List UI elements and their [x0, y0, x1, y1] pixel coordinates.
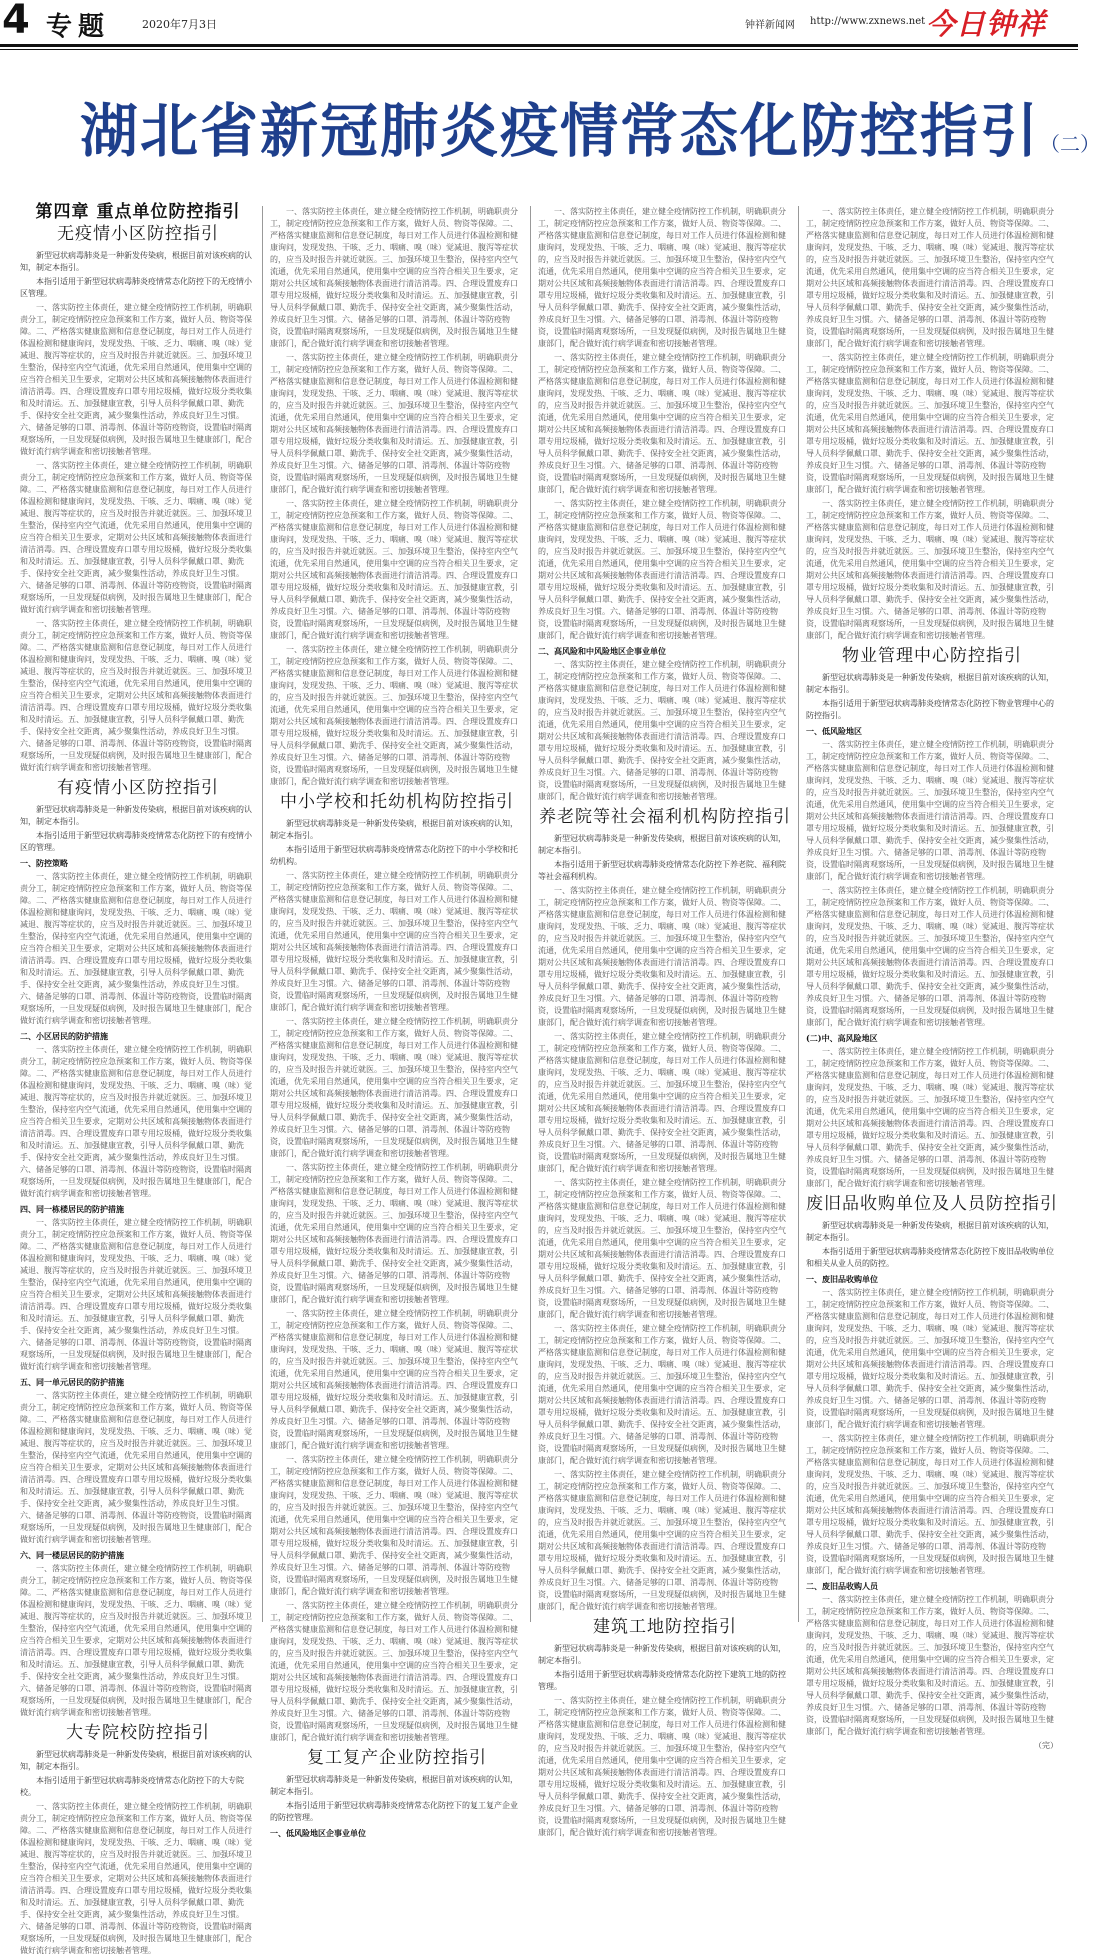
intro-paragraph: 新型冠状病毒肺炎是一种新发传染病，根据目前对该疾病的认知，制定本指引。 — [20, 805, 252, 826]
body-paragraph: 一、落实防控主体责任，建立健全疫情防控工作机制，明确职责分工，制定疫情防控应急预案和工作方案，做好人员、物资等保障。二、严格落实健康监测和信息登记制度，每日对工作人员进行体温检测和健康询问，发现发热、干咳、乏力、咽痛、嗅（味）觉减退、腹泻等症状的，应当及时报告并就近就医。三、加强环境卫生整治，保持室内空气流通，优先采用自然通风，使用集中空调的应当符合相关卫生要求，定期对公共区域和高频接触物体表面进行清洁消毒。四、合理设置废弃口罩专用垃圾桶，做好垃圾分类收集和及时清运。五、加强健康宣教，引导人员科学佩戴口罩、勤洗手、保持安全社交距离，减少聚集性活动，养成良好卫生习惯。六、储备足够的口罩、消毒剂、体温计等防疫物资，设置临时隔离观察场所，一旦发现疑似病例，及时报告属地卫生健康部门，配合做好流行病学调查和密切接触者管理。 — [538, 207, 786, 348]
body-paragraph: 一、落实防控主体责任，建立健全疫情防控工作机制，明确职责分工，制定疫情防控应急预案和工作方案，做好人员、物资等保障。二、严格落实健康监测和信息登记制度，每日对工作人员进行体温检测和健康询问，发现发热、干咳、乏力、咽痛、嗅（味）觉减退、腹泻等症状的，应当及时报告并就近就医。三、加强环境卫生整治，保持室内空气流通，优先采用自然通风，使用集中空调的应当符合相关卫生要求，定期对公共区域和高频接触物体表面进行清洁消毒。四、合理设置废弃口罩专用垃圾桶，做好垃圾分类收集和及时清运。五、加强健康宣教，引导人员科学佩戴口罩、勤洗手、保持安全社交距离，减少聚集性活动，养成良好卫生习惯。六、储备足够的口罩、消毒剂、体温计等防疫物资，设置临时隔离观察场所，一旦发现疑似病例，及时报告属地卫生健康部门，配合做好流行病学调查和密切接触者管理。 — [20, 619, 252, 772]
main-title-text: 湖北省新冠肺炎疫情常态化防控指引 — [80, 97, 1041, 165]
intro-paragraph: 新型冠状病毒肺炎是一种新发传染病，根据目前对该疾病的认知，制定本指引。 — [270, 1775, 518, 1796]
scope-paragraph: 本指引适用于新型冠状病毒肺炎疫情常态化防控下的中小学校和托幼机构。 — [270, 845, 518, 866]
title-suffix: （二） — [1040, 132, 1100, 156]
header-rule-thin — [0, 49, 1078, 50]
subheading: 一、废旧品收购单位 — [806, 1274, 878, 1284]
body-paragraph: 一、落实防控主体责任，建立健全疫情防控工作机制，明确职责分工，制定疫情防控应急预案和工作方案，做好人员、物资等保障。二、严格落实健康监测和信息登记制度，每日对工作人员进行体温检测和健康询问，发现发热、干咳、乏力、咽痛、嗅（味）觉减退、腹泻等症状的，应当及时报告并就近就医。三、加强环境卫生整治，保持室内空气流通，优先采用自然通风，使用集中空调的应当符合相关卫生要求，定期对公共区域和高频接触物体表面进行清洁消毒。四、合理设置废弃口罩专用垃圾桶，做好垃圾分类收集和及时清运。五、加强健康宣教，引导人员科学佩戴口罩、勤洗手、保持安全社交距离，减少聚集性活动，养成良好卫生习惯。六、储备足够的口罩、消毒剂、体温计等防疫物资，设置临时隔离观察场所，一旦发现疑似病例，及时报告属地卫生健康部门，配合做好流行病学调查和密切接触者管理。 — [20, 303, 252, 456]
subheading: 一、低风险地区 — [806, 726, 862, 736]
body-paragraph: 一、落实防控主体责任，建立健全疫情防控工作机制，明确职责分工，制定疫情防控应急预案和工作方案，做好人员、物资等保障。二、严格落实健康监测和信息登记制度，每日对工作人员进行体温检测和健康询问，发现发热、干咳、乏力、咽痛、嗅（味）觉减退、腹泻等症状的，应当及时报告并就近就医。三、加强环境卫生整治，保持室内空气流通，优先采用自然通风，使用集中空调的应当符合相关卫生要求，定期对公共区域和高频接触物体表面进行清洁消毒。四、合理设置废弃口罩专用垃圾桶，做好垃圾分类收集和及时清运。五、加强健康宣教，引导人员科学佩戴口罩、勤洗手、保持安全社交距离，减少聚集性活动，养成良好卫生习惯。六、储备足够的口罩、消毒剂、体温计等防疫物资，设置临时隔离观察场所，一旦发现疑似病例，及时报告属地卫生健康部门，配合做好流行病学调查和密切接触者管理。 — [806, 740, 1054, 881]
body-paragraph: 一、落实防控主体责任，建立健全疫情防控工作机制，明确职责分工，制定疫情防控应急预案和工作方案，做好人员、物资等保障。二、严格落实健康监测和信息登记制度，每日对工作人员进行体温检测和健康询问，发现发热、干咳、乏力、咽痛、嗅（味）觉减退、腹泻等症状的，应当及时报告并就近就医。三、加强环境卫生整治，保持室内空气流通，优先采用自然通风，使用集中空调的应当符合相关卫生要求，定期对公共区域和高频接触物体表面进行清洁消毒。四、合理设置废弃口罩专用垃圾桶，做好垃圾分类收集和及时清运。五、加强健康宣教，引导人员科学佩戴口罩、勤洗手、保持安全社交距离，减少聚集性活动，养成良好卫生习惯。六、储备足够的口罩、消毒剂、体温计等防疫物资，设置临时隔离观察场所，一旦发现疑似病例，及时报告属地卫生健康部门，配合做好流行病学调查和密切接触者管理。 — [806, 499, 1054, 640]
section-name: 专题 — [46, 12, 111, 42]
body-paragraph: 一、落实防控主体责任，建立健全疫情防控工作机制，明确职责分工，制定疫情防控应急预案和工作方案，做好人员、物资等保障。二、严格落实健康监测和信息登记制度，每日对工作人员进行体温检测和健康询问，发现发热、干咳、乏力、咽痛、嗅（味）觉减退、腹泻等症状的，应当及时报告并就近就医。三、加强环境卫生整治，保持室内空气流通，优先采用自然通风，使用集中空调的应当符合相关卫生要求，定期对公共区域和高频接触物体表面进行清洁消毒。四、合理设置废弃口罩专用垃圾桶，做好垃圾分类收集和及时清运。五、加强健康宣教，引导人员科学佩戴口罩、勤洗手、保持安全社交距离，减少聚集性活动，养成良好卫生习惯。六、储备足够的口罩、消毒剂、体温计等防疫物资，设置临时隔离观察场所，一旦发现疑似病例，及时报告属地卫生健康部门，配合做好流行病学调查和密切接触者管理。 — [270, 1163, 518, 1304]
body-paragraph: 一、落实防控主体责任，建立健全疫情防控工作机制，明确职责分工，制定疫情防控应急预案和工作方案，做好人员、物资等保障。二、严格落实健康监测和信息登记制度，每日对工作人员进行体温检测和健康询问，发现发热、干咳、乏力、咽痛、嗅（味）觉减退、腹泻等症状的，应当及时报告并就近就医。三、加强环境卫生整治，保持室内空气流通，优先采用自然通风，使用集中空调的应当符合相关卫生要求，定期对公共区域和高频接触物体表面进行清洁消毒。四、合理设置废弃口罩专用垃圾桶，做好垃圾分类收集和及时清运。五、加强健康宣教，引导人员科学佩戴口罩、勤洗手、保持安全社交距离，减少聚集性活动，养成良好卫生习惯。六、储备足够的口罩、消毒剂、体温计等防疫物资，设置临时隔离观察场所，一旦发现疑似病例，及时报告属地卫生健康部门，配合做好流行病学调查和密切接触者管理。 — [806, 353, 1054, 494]
intro-paragraph: 新型冠状病毒肺炎是一种新发传染病，根据目前对该疾病的认知，制定本指引。 — [20, 1750, 252, 1771]
body-paragraph: 一、落实防控主体责任，建立健全疫情防控工作机制，明确职责分工，制定疫情防控应急预案和工作方案，做好人员、物资等保障。二、严格落实健康监测和信息登记制度，每日对工作人员进行体温检测和健康询问，发现发热、干咳、乏力、咽痛、嗅（味）觉减退、腹泻等症状的，应当及时报告并就近就医。三、加强环境卫生整治，保持室内空气流通，优先采用自然通风，使用集中空调的应当符合相关卫生要求，定期对公共区域和高频接触物体表面进行清洁消毒。四、合理设置废弃口罩专用垃圾桶，做好垃圾分类收集和及时清运。五、加强健康宣教，引导人员科学佩戴口罩、勤洗手、保持安全社交距离，减少聚集性活动，养成良好卫生习惯。六、储备足够的口罩、消毒剂、体温计等防疫物资，设置临时隔离观察场所，一旦发现疑似病例，及时报告属地卫生健康部门，配合做好流行病学调查和密切接触者管理。 — [20, 1802, 252, 1955]
body-paragraph: 一、落实防控主体责任，建立健全疫情防控工作机制，明确职责分工，制定疫情防控应急预案和工作方案，做好人员、物资等保障。二、严格落实健康监测和信息登记制度，每日对工作人员进行体温检测和健康询问，发现发热、干咳、乏力、咽痛、嗅（味）觉减退、腹泻等症状的，应当及时报告并就近就医。三、加强环境卫生整治，保持室内空气流通，优先采用自然通风，使用集中空调的应当符合相关卫生要求，定期对公共区域和高频接触物体表面进行清洁消毒。四、合理设置废弃口罩专用垃圾桶，做好垃圾分类收集和及时清运。五、加强健康宣教，引导人员科学佩戴口罩、勤洗手、保持安全社交距离，减少聚集性活动，养成良好卫生习惯。六、储备足够的口罩、消毒剂、体温计等防疫物资，设置临时隔离观察场所，一旦发现疑似病例，及时报告属地卫生健康部门，配合做好流行病学调查和密切接触者管理。 — [806, 1288, 1054, 1429]
section-title-property: 物业管理中心防控指引 — [842, 646, 1022, 666]
body-paragraph: 一、落实防控主体责任，建立健全疫情防控工作机制，明确职责分工，制定疫情防控应急预案和工作方案，做好人员、物资等保障。二、严格落实健康监测和信息登记制度，每日对工作人员进行体温检测和健康询问，发现发热、干咳、乏力、咽痛、嗅（味）觉减退、腹泻等症状的，应当及时报告并就近就医。三、加强环境卫生整治，保持室内空气流通，优先采用自然通风，使用集中空调的应当符合相关卫生要求，定期对公共区域和高频接触物体表面进行清洁消毒。四、合理设置废弃口罩专用垃圾桶，做好垃圾分类收集和及时清运。五、加强健康宣教，引导人员科学佩戴口罩、勤洗手、保持安全社交距离，减少聚集性活动，养成良好卫生习惯。六、储备足够的口罩、消毒剂、体温计等防疫物资，设置临时隔离观察场所，一旦发现疑似病例，及时报告属地卫生健康部门，配合做好流行病学调查和密切接触者管理。 — [538, 1696, 786, 1837]
body-paragraph: 一、落实防控主体责任，建立健全疫情防控工作机制，明确职责分工，制定疫情防控应急预案和工作方案，做好人员、物资等保障。二、严格落实健康监测和信息登记制度，每日对工作人员进行体温检测和健康询问，发现发热、干咳、乏力、咽痛、嗅（味）觉减退、腹泻等症状的，应当及时报告并就近就医。三、加强环境卫生整治，保持室内空气流通，优先采用自然通风，使用集中空调的应当符合相关卫生要求，定期对公共区域和高频接触物体表面进行清洁消毒。四、合理设置废弃口罩专用垃圾桶，做好垃圾分类收集和及时清运。五、加强健康宣教，引导人员科学佩戴口罩、勤洗手、保持安全社交距离，减少聚集性活动，养成良好卫生习惯。六、储备足够的口罩、消毒剂、体温计等防疫物资，设置临时隔离观察场所，一旦发现疑似病例，及时报告属地卫生健康部门，配合做好流行病学调查和密切接触者管理。 — [20, 1564, 252, 1717]
scope-paragraph: 本指引适用于新型冠状病毒肺炎疫情常态化防控下养老院、福利院等社会福利机构。 — [538, 860, 786, 881]
column-2 — [270, 206, 524, 1838]
section-title-case-community: 有疫情小区防控指引 — [57, 778, 219, 798]
subheading: 二、高风险和中风险地区企事业单位 — [538, 646, 666, 656]
body-paragraph: 一、落实防控主体责任，建立健全疫情防控工作机制，明确职责分工，制定疫情防控应急预案和工作方案，做好人员、物资等保障。二、严格落实健康监测和信息登记制度，每日对工作人员进行体温检测和健康询问，发现发热、干咳、乏力、咽痛、嗅（味）觉减退、腹泻等症状的，应当及时报告并就近就医。三、加强环境卫生整治，保持室内空气流通，优先采用自然通风，使用集中空调的应当符合相关卫生要求，定期对公共区域和高频接触物体表面进行清洁消毒。四、合理设置废弃口罩专用垃圾桶，做好垃圾分类收集和及时清运。五、加强健康宣教，引导人员科学佩戴口罩、勤洗手、保持安全社交距离，减少聚集性活动，养成良好卫生习惯。六、储备足够的口罩、消毒剂、体温计等防疫物资，设置临时隔离观察场所，一旦发现疑似病例，及时报告属地卫生健康部门，配合做好流行病学调查和密切接触者管理。 — [20, 1045, 252, 1198]
body-paragraph: 一、落实防控主体责任，建立健全疫情防控工作机制，明确职责分工，制定疫情防控应急预案和工作方案，做好人员、物资等保障。二、严格落实健康监测和信息登记制度，每日对工作人员进行体温检测和健康询问，发现发热、干咳、乏力、咽痛、嗅（味）觉减退、腹泻等症状的，应当及时报告并就近就医。三、加强环境卫生整治，保持室内空气流通，优先采用自然通风，使用集中空调的应当符合相关卫生要求，定期对公共区域和高频接触物体表面进行清洁消毒。四、合理设置废弃口罩专用垃圾桶，做好垃圾分类收集和及时清运。五、加强健康宣教，引导人员科学佩戴口罩、勤洗手、保持安全社交距离，减少聚集性活动，养成良好卫生习惯。六、储备足够的口罩、消毒剂、体温计等防疫物资，设置临时隔离观察场所，一旦发现疑似病例，及时报告属地卫生健康部门，配合做好流行病学调查和密切接触者管理。 — [538, 353, 786, 494]
body-paragraph: 一、落实防控主体责任，建立健全疫情防控工作机制，明确职责分工，制定疫情防控应急预案和工作方案，做好人员、物资等保障。二、严格落实健康监测和信息登记制度，每日对工作人员进行体温检测和健康询问，发现发热、干咳、乏力、咽痛、嗅（味）觉减退、腹泻等症状的，应当及时报告并就近就医。三、加强环境卫生整治，保持室内空气流通，优先采用自然通风，使用集中空调的应当符合相关卫生要求，定期对公共区域和高频接触物体表面进行清洁消毒。四、合理设置废弃口罩专用垃圾桶，做好垃圾分类收集和及时清运。五、加强健康宣教，引导人员科学佩戴口罩、勤洗手、保持安全社交距离，减少聚集性活动，养成良好卫生习惯。六、储备足够的口罩、消毒剂、体温计等防疫物资，设置临时隔离观察场所，一旦发现疑似病例，及时报告属地卫生健康部门，配合做好流行病学调查和密切接触者管理。 — [538, 1470, 786, 1611]
body-paragraph: 一、落实防控主体责任，建立健全疫情防控工作机制，明确职责分工，制定疫情防控应急预案和工作方案，做好人员、物资等保障。二、严格落实健康监测和信息登记制度，每日对工作人员进行体温检测和健康询问，发现发热、干咳、乏力、咽痛、嗅（味）觉减退、腹泻等症状的，应当及时报告并就近就医。三、加强环境卫生整治，保持室内空气流通，优先采用自然通风，使用集中空调的应当符合相关卫生要求，定期对公共区域和高频接触物体表面进行清洁消毒。四、合理设置废弃口罩专用垃圾桶，做好垃圾分类收集和及时清运。五、加强健康宣教，引导人员科学佩戴口罩、勤洗手、保持安全社交距离，减少聚集性活动，养成良好卫生习惯。六、储备足够的口罩、消毒剂、体温计等防疫物资，设置临时隔离观察场所，一旦发现疑似病例，及时报告属地卫生健康部门，配合做好流行病学调查和密切接触者管理。 — [270, 1455, 518, 1596]
body-paragraph: 一、落实防控主体责任，建立健全疫情防控工作机制，明确职责分工，制定疫情防控应急预案和工作方案，做好人员、物资等保障。二、严格落实健康监测和信息登记制度，每日对工作人员进行体温检测和健康询问，发现发热、干咳、乏力、咽痛、嗅（味）觉减退、腹泻等症状的，应当及时报告并就近就医。三、加强环境卫生整治，保持室内空气流通，优先采用自然通风，使用集中空调的应当符合相关卫生要求，定期对公共区域和高频接触物体表面进行清洁消毒。四、合理设置废弃口罩专用垃圾桶，做好垃圾分类收集和及时清运。五、加强健康宣教，引导人员科学佩戴口罩、勤洗手、保持安全社交距离，减少聚集性活动，养成良好卫生习惯。六、储备足够的口罩、消毒剂、体温计等防疫物资，设置临时隔离观察场所，一旦发现疑似病例，及时报告属地卫生健康部门，配合做好流行病学调查和密切接触者管理。 — [20, 872, 252, 1025]
body-paragraph: 一、落实防控主体责任，建立健全疫情防控工作机制，明确职责分工，制定疫情防控应急预案和工作方案，做好人员、物资等保障。二、严格落实健康监测和信息登记制度，每日对工作人员进行体温检测和健康询问，发现发热、干咳、乏力、咽痛、嗅（味）觉减退、腹泻等症状的，应当及时报告并就近就医。三、加强环境卫生整治，保持室内空气流通，优先采用自然通风，使用集中空调的应当符合相关卫生要求，定期对公共区域和高频接触物体表面进行清洁消毒。四、合理设置废弃口罩专用垃圾桶，做好垃圾分类收集和及时清运。五、加强健康宣教，引导人员科学佩戴口罩、勤洗手、保持安全社交距离，减少聚集性活动，养成良好卫生习惯。六、储备足够的口罩、消毒剂、体温计等防疫物资，设置临时隔离观察场所，一旦发现疑似病例，及时报告属地卫生健康部门，配合做好流行病学调查和密切接触者管理。 — [270, 499, 518, 640]
section-title-universities: 大专院校防控指引 — [66, 1723, 210, 1743]
subheading: 二、小区居民的防护措施 — [20, 1031, 108, 1041]
column-divider — [530, 206, 531, 1622]
page-number: 4 — [2, 0, 30, 43]
body-paragraph: 一、落实防控主体责任，建立健全疫情防控工作机制，明确职责分工，制定疫情防控应急预案和工作方案，做好人员、物资等保障。二、严格落实健康监测和信息登记制度，每日对工作人员进行体温检测和健康询问，发现发热、干咳、乏力、咽痛、嗅（味）觉减退、腹泻等症状的，应当及时报告并就近就医。三、加强环境卫生整治，保持室内空气流通，优先采用自然通风，使用集中空调的应当符合相关卫生要求，定期对公共区域和高频接触物体表面进行清洁消毒。四、合理设置废弃口罩专用垃圾桶，做好垃圾分类收集和及时清运。五、加强健康宣教，引导人员科学佩戴口罩、勤洗手、保持安全社交距离，减少聚集性活动，养成良好卫生习惯。六、储备足够的口罩、消毒剂、体温计等防疫物资，设置临时隔离观察场所，一旦发现疑似病例，及时报告属地卫生健康部门，配合做好流行病学调查和密切接触者管理。 — [806, 886, 1054, 1027]
subheading: 一、低风险地区企事业单位 — [270, 1828, 366, 1838]
body-paragraph: 一、落实防控主体责任，建立健全疫情防控工作机制，明确职责分工，制定疫情防控应急预案和工作方案，做好人员、物资等保障。二、严格落实健康监测和信息登记制度，每日对工作人员进行体温检测和健康询问，发现发热、干咳、乏力、咽痛、嗅（味）觉减退、腹泻等症状的，应当及时报告并就近就医。三、加强环境卫生整治，保持室内空气流通，优先采用自然通风，使用集中空调的应当符合相关卫生要求，定期对公共区域和高频接触物体表面进行清洁消毒。四、合理设置废弃口罩专用垃圾桶，做好垃圾分类收集和及时清运。五、加强健康宣教，引导人员科学佩戴口罩、勤洗手、保持安全社交距离，减少聚集性活动，养成良好卫生习惯。六、储备足够的口罩、消毒剂、体温计等防疫物资，设置临时隔离观察场所，一旦发现疑似病例，及时报告属地卫生健康部门，配合做好流行病学调查和密切接触者管理。 — [20, 1218, 252, 1371]
body-paragraph: 一、落实防控主体责任，建立健全疫情防控工作机制，明确职责分工，制定疫情防控应急预案和工作方案，做好人员、物资等保障。二、严格落实健康监测和信息登记制度，每日对工作人员进行体温检测和健康询问，发现发热、干咳、乏力、咽痛、嗅（味）觉减退、腹泻等症状的，应当及时报告并就近就医。三、加强环境卫生整治，保持室内空气流通，优先采用自然通风，使用集中空调的应当符合相关卫生要求，定期对公共区域和高频接触物体表面进行清洁消毒。四、合理设置废弃口罩专用垃圾桶，做好垃圾分类收集和及时清运。五、加强健康宣教，引导人员科学佩戴口罩、勤洗手、保持安全社交距离，减少聚集性活动，养成良好卫生习惯。六、储备足够的口罩、消毒剂、体温计等防疫物资，设置临时隔离观察场所，一旦发现疑似病例，及时报告属地卫生健康部门，配合做好流行病学调查和密切接触者管理。 — [270, 1017, 518, 1158]
scope-paragraph: 本指引适用于新型冠状病毒肺炎疫情常态化防控下物业管理中心的防控指引。 — [806, 699, 1054, 720]
body-paragraph: 一、落实防控主体责任，建立健全疫情防控工作机制，明确职责分工，制定疫情防控应急预案和工作方案，做好人员、物资等保障。二、严格落实健康监测和信息登记制度，每日对工作人员进行体温检测和健康询问，发现发热、干咳、乏力、咽痛、嗅（味）觉减退、腹泻等症状的，应当及时报告并就近就医。三、加强环境卫生整治，保持室内空气流通，优先采用自然通风，使用集中空调的应当符合相关卫生要求，定期对公共区域和高频接触物体表面进行清洁消毒。四、合理设置废弃口罩专用垃圾桶，做好垃圾分类收集和及时清运。五、加强健康宣教，引导人员科学佩戴口罩、勤洗手、保持安全社交距离，减少聚集性活动，养成良好卫生习惯。六、储备足够的口罩、消毒剂、体温计等防疫物资，设置临时隔离观察场所，一旦发现疑似病例，及时报告属地卫生健康部门，配合做好流行病学调查和密切接触者管理。 — [538, 886, 786, 1027]
section-title-recycling: 废旧品收购单位及人员防控指引 — [806, 1194, 1058, 1214]
section-title-enterprises: 复工复产企业防控指引 — [307, 1748, 487, 1768]
end-mark: （完） — [1034, 1741, 1058, 1750]
subheading: 一、防控策略 — [20, 858, 68, 868]
body-paragraph: 一、落实防控主体责任，建立健全疫情防控工作机制，明确职责分工，制定疫情防控应急预案和工作方案，做好人员、物资等保障。二、严格落实健康监测和信息登记制度，每日对工作人员进行体温检测和健康询问，发现发热、干咳、乏力、咽痛、嗅（味）觉减退、腹泻等症状的，应当及时报告并就近就医。三、加强环境卫生整治，保持室内空气流通，优先采用自然通风，使用集中空调的应当符合相关卫生要求，定期对公共区域和高频接触物体表面进行清洁消毒。四、合理设置废弃口罩专用垃圾桶，做好垃圾分类收集和及时清运。五、加强健康宣教，引导人员科学佩戴口罩、勤洗手、保持安全社交距离，减少聚集性活动，养成良好卫生习惯。六、储备足够的口罩、消毒剂、体温计等防疫物资，设置临时隔离观察场所，一旦发现疑似病例，及时报告属地卫生健康部门，配合做好流行病学调查和密切接触者管理。 — [20, 461, 252, 614]
scope-paragraph: 本指引适用于新型冠状病毒肺炎疫情常态化防控下建筑工地的防控管理。 — [538, 1670, 786, 1691]
body-paragraph: 一、落实防控主体责任，建立健全疫情防控工作机制，明确职责分工，制定疫情防控应急预案和工作方案，做好人员、物资等保障。二、严格落实健康监测和信息登记制度，每日对工作人员进行体温检测和健康询问，发现发热、干咳、乏力、咽痛、嗅（味）觉减退、腹泻等症状的，应当及时报告并就近就医。三、加强环境卫生整治，保持室内空气流通，优先采用自然通风，使用集中空调的应当符合相关卫生要求，定期对公共区域和高频接触物体表面进行清洁消毒。四、合理设置废弃口罩专用垃圾桶，做好垃圾分类收集和及时清运。五、加强健康宣教，引导人员科学佩戴口罩、勤洗手、保持安全社交距离，减少聚集性活动，养成良好卫生习惯。六、储备足够的口罩、消毒剂、体温计等防疫物资，设置临时隔离观察场所，一旦发现疑似病例，及时报告属地卫生健康部门，配合做好流行病学调查和密切接触者管理。 — [270, 353, 518, 494]
column-3 — [538, 206, 792, 1837]
body-paragraph: 一、落实防控主体责任，建立健全疫情防控工作机制，明确职责分工，制定疫情防控应急预案和工作方案，做好人员、物资等保障。二、严格落实健康监测和信息登记制度，每日对工作人员进行体温检测和健康询问，发现发热、干咳、乏力、咽痛、嗅（味）觉减退、腹泻等症状的，应当及时报告并就近就医。三、加强环境卫生整治，保持室内空气流通，优先采用自然通风，使用集中空调的应当符合相关卫生要求，定期对公共区域和高频接触物体表面进行清洁消毒。四、合理设置废弃口罩专用垃圾桶，做好垃圾分类收集和及时清运。五、加强健康宣教，引导人员科学佩戴口罩、勤洗手、保持安全社交距离，减少聚集性活动，养成良好卫生习惯。六、储备足够的口罩、消毒剂、体温计等防疫物资，设置临时隔离观察场所，一旦发现疑似病例，及时报告属地卫生健康部门，配合做好流行病学调查和密切接触者管理。 — [806, 207, 1054, 348]
body-paragraph: 一、落实防控主体责任，建立健全疫情防控工作机制，明确职责分工，制定疫情防控应急预案和工作方案，做好人员、物资等保障。二、严格落实健康监测和信息登记制度，每日对工作人员进行体温检测和健康询问，发现发热、干咳、乏力、咽痛、嗅（味）觉减退、腹泻等症状的，应当及时报告并就近就医。三、加强环境卫生整治，保持室内空气流通，优先采用自然通风，使用集中空调的应当符合相关卫生要求，定期对公共区域和高频接触物体表面进行清洁消毒。四、合理设置废弃口罩专用垃圾桶，做好垃圾分类收集和及时清运。五、加强健康宣教，引导人员科学佩戴口罩、勤洗手、保持安全社交距离，减少聚集性活动，养成良好卫生习惯。六、储备足够的口罩、消毒剂、体温计等防疫物资，设置临时隔离观察场所，一旦发现疑似病例，及时报告属地卫生健康部门，配合做好流行病学调查和密切接触者管理。 — [806, 1595, 1054, 1736]
section-title-schools: 中小学校和托幼机构防控指引 — [280, 792, 514, 812]
body-paragraph: 一、落实防控主体责任，建立健全疫情防控工作机制，明确职责分工，制定疫情防控应急预案和工作方案，做好人员、物资等保障。二、严格落实健康监测和信息登记制度，每日对工作人员进行体温检测和健康询问，发现发热、干咳、乏力、咽痛、嗅（味）觉减退、腹泻等症状的，应当及时报告并就近就医。三、加强环境卫生整治，保持室内空气流通，优先采用自然通风，使用集中空调的应当符合相关卫生要求，定期对公共区域和高频接触物体表面进行清洁消毒。四、合理设置废弃口罩专用垃圾桶，做好垃圾分类收集和及时清运。五、加强健康宣教，引导人员科学佩戴口罩、勤洗手、保持安全社交距离，减少聚集性活动，养成良好卫生习惯。六、储备足够的口罩、消毒剂、体温计等防疫物资，设置临时隔离观察场所，一旦发现疑似病例，及时报告属地卫生健康部门，配合做好流行病学调查和密切接触者管理。 — [538, 499, 786, 640]
body-paragraph: 一、落实防控主体责任，建立健全疫情防控工作机制，明确职责分工，制定疫情防控应急预案和工作方案，做好人员、物资等保障。二、严格落实健康监测和信息登记制度，每日对工作人员进行体温检测和健康询问，发现发热、干咳、乏力、咽痛、嗅（味）觉减退、腹泻等症状的，应当及时报告并就近就医。三、加强环境卫生整治，保持室内空气流通，优先采用自然通风，使用集中空调的应当符合相关卫生要求，定期对公共区域和高频接触物体表面进行清洁消毒。四、合理设置废弃口罩专用垃圾桶，做好垃圾分类收集和及时清运。五、加强健康宣教，引导人员科学佩戴口罩、勤洗手、保持安全社交距离，减少聚集性活动，养成良好卫生习惯。六、储备足够的口罩、消毒剂、体温计等防疫物资，设置临时隔离观察场所，一旦发现疑似病例，及时报告属地卫生健康部门，配合做好流行病学调查和密切接触者管理。 — [270, 1309, 518, 1450]
intro-paragraph: 新型冠状病毒肺炎是一种新发传染病，根据目前对该疾病的认知，制定本指引。 — [806, 673, 1054, 694]
main-title — [80, 84, 1100, 168]
section-title-no-case-community: 无疫情小区防控指引 — [57, 224, 219, 244]
masthead-logo: 今日钟祥 — [926, 7, 1047, 41]
scope-paragraph: 本指引适用于新型冠状病毒肺炎疫情常态化防控下废旧品收购单位和相关从业人员的防控。 — [806, 1247, 1054, 1268]
scope-paragraph: 本指引适用于新型冠状病毒肺炎疫情常态化防控下的大专院校。 — [20, 1776, 244, 1797]
body-paragraph: 一、落实防控主体责任，建立健全疫情防控工作机制，明确职责分工，制定疫情防控应急预案和工作方案，做好人员、物资等保障。二、严格落实健康监测和信息登记制度，每日对工作人员进行体温检测和健康询问，发现发热、干咳、乏力、咽痛、嗅（味）觉减退、腹泻等症状的，应当及时报告并就近就医。三、加强环境卫生整治，保持室内空气流通，优先采用自然通风，使用集中空调的应当符合相关卫生要求，定期对公共区域和高频接触物体表面进行清洁消毒。四、合理设置废弃口罩专用垃圾桶，做好垃圾分类收集和及时清运。五、加强健康宣教，引导人员科学佩戴口罩、勤洗手、保持安全社交距离，减少聚集性活动，养成良好卫生习惯。六、储备足够的口罩、消毒剂、体温计等防疫物资，设置临时隔离观察场所，一旦发现疑似病例，及时报告属地卫生健康部门，配合做好流行病学调查和密切接触者管理。 — [270, 207, 518, 348]
subheading: 四、同一栋楼居民的防护措施 — [20, 1204, 124, 1214]
body-paragraph: 一、落实防控主体责任，建立健全疫情防控工作机制，明确职责分工，制定疫情防控应急预案和工作方案，做好人员、物资等保障。二、严格落实健康监测和信息登记制度，每日对工作人员进行体温检测和健康询问，发现发热、干咳、乏力、咽痛、嗅（味）觉减退、腹泻等症状的，应当及时报告并就近就医。三、加强环境卫生整治，保持室内空气流通，优先采用自然通风，使用集中空调的应当符合相关卫生要求，定期对公共区域和高频接触物体表面进行清洁消毒。四、合理设置废弃口罩专用垃圾桶，做好垃圾分类收集和及时清运。五、加强健康宣教，引导人员科学佩戴口罩、勤洗手、保持安全社交距离，减少聚集性活动，养成良好卫生习惯。六、储备足够的口罩、消毒剂、体温计等防疫物资，设置临时隔离观察场所，一旦发现疑似病例，及时报告属地卫生健康部门，配合做好流行病学调查和密切接触者管理。 — [538, 1032, 786, 1173]
subheading: 六、同一楼层居民的防护措施 — [20, 1550, 124, 1560]
body-paragraph: 一、落实防控主体责任，建立健全疫情防控工作机制，明确职责分工，制定疫情防控应急预案和工作方案，做好人员、物资等保障。二、严格落实健康监测和信息登记制度，每日对工作人员进行体温检测和健康询问，发现发热、干咳、乏力、咽痛、嗅（味）觉减退、腹泻等症状的，应当及时报告并就近就医。三、加强环境卫生整治，保持室内空气流通，优先采用自然通风，使用集中空调的应当符合相关卫生要求，定期对公共区域和高频接触物体表面进行清洁消毒。四、合理设置废弃口罩专用垃圾桶，做好垃圾分类收集和及时清运。五、加强健康宣教，引导人员科学佩戴口罩、勤洗手、保持安全社交距离，减少聚集性活动，养成良好卫生习惯。六、储备足够的口罩、消毒剂、体温计等防疫物资，设置临时隔离观察场所，一旦发现疑似病例，及时报告属地卫生健康部门，配合做好流行病学调查和密切接触者管理。 — [270, 871, 518, 1012]
column-divider — [262, 206, 263, 1622]
scope-paragraph: 本指引适用于新型冠状病毒肺炎疫情常态化防控下的有疫情小区的管理。 — [20, 831, 252, 852]
intro-paragraph: 新型冠状病毒肺炎是一种新发传染病，根据目前对该疾病的认知，制定本指引。 — [806, 1221, 1054, 1242]
body-paragraph: 一、落实防控主体责任，建立健全疫情防控工作机制，明确职责分工，制定疫情防控应急预案和工作方案，做好人员、物资等保障。二、严格落实健康监测和信息登记制度，每日对工作人员进行体温检测和健康询问，发现发热、干咳、乏力、咽痛、嗅（味）觉减退、腹泻等症状的，应当及时报告并就近就医。三、加强环境卫生整治，保持室内空气流通，优先采用自然通风，使用集中空调的应当符合相关卫生要求，定期对公共区域和高频接触物体表面进行清洁消毒。四、合理设置废弃口罩专用垃圾桶，做好垃圾分类收集和及时清运。五、加强健康宣教，引导人员科学佩戴口罩、勤洗手、保持安全社交距离，减少聚集性活动，养成良好卫生习惯。六、储备足够的口罩、消毒剂、体温计等防疫物资，设置临时隔离观察场所，一旦发现疑似病例，及时报告属地卫生健康部门，配合做好流行病学调查和密切接触者管理。 — [538, 1324, 786, 1465]
section-title-construction: 建筑工地防控指引 — [593, 1617, 737, 1637]
body-paragraph: 一、落实防控主体责任，建立健全疫情防控工作机制，明确职责分工，制定疫情防控应急预案和工作方案，做好人员、物资等保障。二、严格落实健康监测和信息登记制度，每日对工作人员进行体温检测和健康询问，发现发热、干咳、乏力、咽痛、嗅（味）觉减退、腹泻等症状的，应当及时报告并就近就医。三、加强环境卫生整治，保持室内空气流通，优先采用自然通风，使用集中空调的应当符合相关卫生要求，定期对公共区域和高频接触物体表面进行清洁消毒。四、合理设置废弃口罩专用垃圾桶，做好垃圾分类收集和及时清运。五、加强健康宣教，引导人员科学佩戴口罩、勤洗手、保持安全社交距离，减少聚集性活动，养成良好卫生习惯。六、储备足够的口罩、消毒剂、体温计等防疫物资，设置临时隔离观察场所，一旦发现疑似病例，及时报告属地卫生健康部门，配合做好流行病学调查和密切接触者管理。 — [538, 660, 786, 801]
intro-paragraph: 新型冠状病毒肺炎是一种新发传染病，根据目前对该疾病的认知，制定本指引。 — [538, 1644, 786, 1665]
scope-paragraph: 本指引适用于新型冠状病毒肺炎疫情常态化防控下的无疫情小区管理。 — [20, 277, 252, 298]
header-rule — [0, 44, 1078, 47]
site-url-link[interactable]: http://www.zxnews.net — [810, 16, 926, 27]
page-header — [0, 0, 1078, 44]
chapter-heading: 第四章 重点单位防控指引 — [35, 202, 241, 222]
subheading: 二、废旧品收购人员 — [806, 1581, 878, 1591]
site-name: 钟祥新闻网 — [745, 20, 795, 31]
body-paragraph: 一、落实防控主体责任，建立健全疫情防控工作机制，明确职责分工，制定疫情防控应急预案和工作方案，做好人员、物资等保障。二、严格落实健康监测和信息登记制度，每日对工作人员进行体温检测和健康询问，发现发热、干咳、乏力、咽痛、嗅（味）觉减退、腹泻等症状的，应当及时报告并就近就医。三、加强环境卫生整治，保持室内空气流通，优先采用自然通风，使用集中空调的应当符合相关卫生要求，定期对公共区域和高频接触物体表面进行清洁消毒。四、合理设置废弃口罩专用垃圾桶，做好垃圾分类收集和及时清运。五、加强健康宣教，引导人员科学佩戴口罩、勤洗手、保持安全社交距离，减少聚集性活动，养成良好卫生习惯。六、储备足够的口罩、消毒剂、体温计等防疫物资，设置临时隔离观察场所，一旦发现疑似病例，及时报告属地卫生健康部门，配合做好流行病学调查和密切接触者管理。 — [270, 1601, 518, 1742]
subheading: (二)中、高风险地区 — [806, 1033, 878, 1043]
intro-paragraph: 新型冠状病毒肺炎是一种新发传染病，根据目前对该疾病的认知，制定本指引。 — [270, 819, 518, 840]
scope-paragraph: 本指引适用于新型冠状病毒肺炎疫情常态化防控下的复工复产企业的防控管理。 — [270, 1801, 518, 1822]
intro-paragraph: 新型冠状病毒肺炎是一种新发传染病，根据目前对该疾病的认知，制定本指引。 — [20, 251, 252, 272]
body-paragraph: 一、落实防控主体责任，建立健全疫情防控工作机制，明确职责分工，制定疫情防控应急预案和工作方案，做好人员、物资等保障。二、严格落实健康监测和信息登记制度，每日对工作人员进行体温检测和健康询问，发现发热、干咳、乏力、咽痛、嗅（味）觉减退、腹泻等症状的，应当及时报告并就近就医。三、加强环境卫生整治，保持室内空气流通，优先采用自然通风，使用集中空调的应当符合相关卫生要求，定期对公共区域和高频接触物体表面进行清洁消毒。四、合理设置废弃口罩专用垃圾桶，做好垃圾分类收集和及时清运。五、加强健康宣教，引导人员科学佩戴口罩、勤洗手、保持安全社交距离，减少聚集性活动，养成良好卫生习惯。六、储备足够的口罩、消毒剂、体温计等防疫物资，设置临时隔离观察场所，一旦发现疑似病例，及时报告属地卫生健康部门，配合做好流行病学调查和密切接触者管理。 — [270, 645, 518, 786]
body-paragraph: 一、落实防控主体责任，建立健全疫情防控工作机制，明确职责分工，制定疫情防控应急预案和工作方案，做好人员、物资等保障。二、严格落实健康监测和信息登记制度，每日对工作人员进行体温检测和健康询问，发现发热、干咳、乏力、咽痛、嗅（味）觉减退、腹泻等症状的，应当及时报告并就近就医。三、加强环境卫生整治，保持室内空气流通，优先采用自然通风，使用集中空调的应当符合相关卫生要求，定期对公共区域和高频接触物体表面进行清洁消毒。四、合理设置废弃口罩专用垃圾桶，做好垃圾分类收集和及时清运。五、加强健康宣教，引导人员科学佩戴口罩、勤洗手、保持安全社交距离，减少聚集性活动，养成良好卫生习惯。六、储备足够的口罩、消毒剂、体温计等防疫物资，设置临时隔离观察场所，一旦发现疑似病例，及时报告属地卫生健康部门，配合做好流行病学调查和密切接触者管理。 — [538, 1178, 786, 1319]
column-divider — [798, 206, 799, 1622]
subheading: 五、同一单元居民的防护措施 — [20, 1377, 124, 1387]
column-4 — [806, 206, 1058, 1750]
body-paragraph: 一、落实防控主体责任，建立健全疫情防控工作机制，明确职责分工，制定疫情防控应急预案和工作方案，做好人员、物资等保障。二、严格落实健康监测和信息登记制度，每日对工作人员进行体温检测和健康询问，发现发热、干咳、乏力、咽痛、嗅（味）觉减退、腹泻等症状的，应当及时报告并就近就医。三、加强环境卫生整治，保持室内空气流通，优先采用自然通风，使用集中空调的应当符合相关卫生要求，定期对公共区域和高频接触物体表面进行清洁消毒。四、合理设置废弃口罩专用垃圾桶，做好垃圾分类收集和及时清运。五、加强健康宣教，引导人员科学佩戴口罩、勤洗手、保持安全社交距离，减少聚集性活动，养成良好卫生习惯。六、储备足够的口罩、消毒剂、体温计等防疫物资，设置临时隔离观察场所，一旦发现疑似病例，及时报告属地卫生健康部门，配合做好流行病学调查和密切接触者管理。 — [20, 1391, 252, 1544]
column-1 — [20, 202, 256, 1955]
body-paragraph: 一、落实防控主体责任，建立健全疫情防控工作机制，明确职责分工，制定疫情防控应急预案和工作方案，做好人员、物资等保障。二、严格落实健康监测和信息登记制度，每日对工作人员进行体温检测和健康询问，发现发热、干咳、乏力、咽痛、嗅（味）觉减退、腹泻等症状的，应当及时报告并就近就医。三、加强环境卫生整治，保持室内空气流通，优先采用自然通风，使用集中空调的应当符合相关卫生要求，定期对公共区域和高频接触物体表面进行清洁消毒。四、合理设置废弃口罩专用垃圾桶，做好垃圾分类收集和及时清运。五、加强健康宣教，引导人员科学佩戴口罩、勤洗手、保持安全社交距离，减少聚集性活动，养成良好卫生习惯。六、储备足够的口罩、消毒剂、体温计等防疫物资，设置临时隔离观察场所，一旦发现疑似病例，及时报告属地卫生健康部门，配合做好流行病学调查和密切接触者管理。 — [806, 1434, 1054, 1575]
intro-paragraph: 新型冠状病毒肺炎是一种新发传染病，根据目前对该疾病的认知，制定本指引。 — [538, 834, 786, 855]
issue-date: 2020年7月3日 — [142, 18, 217, 31]
section-title-elderly: 养老院等社会福利机构防控指引 — [539, 807, 791, 827]
body-paragraph: 一、落实防控主体责任，建立健全疫情防控工作机制，明确职责分工，制定疫情防控应急预案和工作方案，做好人员、物资等保障。二、严格落实健康监测和信息登记制度，每日对工作人员进行体温检测和健康询问，发现发热、干咳、乏力、咽痛、嗅（味）觉减退、腹泻等症状的，应当及时报告并就近就医。三、加强环境卫生整治，保持室内空气流通，优先采用自然通风，使用集中空调的应当符合相关卫生要求，定期对公共区域和高频接触物体表面进行清洁消毒。四、合理设置废弃口罩专用垃圾桶，做好垃圾分类收集和及时清运。五、加强健康宣教，引导人员科学佩戴口罩、勤洗手、保持安全社交距离，减少聚集性活动，养成良好卫生习惯。六、储备足够的口罩、消毒剂、体温计等防疫物资，设置临时隔离观察场所，一旦发现疑似病例，及时报告属地卫生健康部门，配合做好流行病学调查和密切接触者管理。 — [806, 1047, 1054, 1188]
